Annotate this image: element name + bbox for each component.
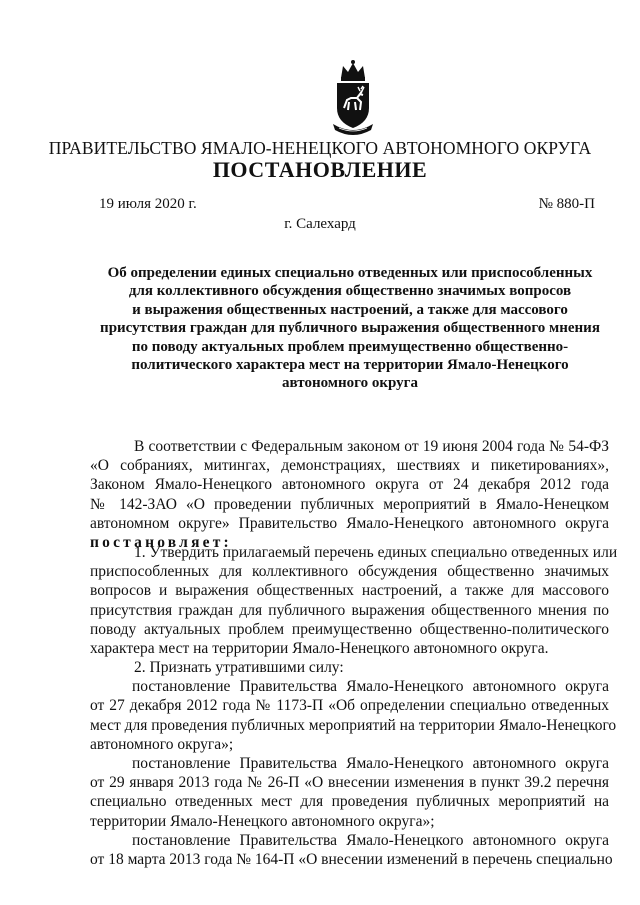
decree-word: постановляет: [90,533,232,551]
item-1-paragraph [90,543,618,658]
document-type: ПОСТАНОВЛЕНИЕ [212,157,428,182]
item-2-heading: 2. Признать утратившими силу: [134,659,344,676]
text-line: присутствия граждан для публичного выражения общественного мнения по [90,601,609,619]
document-city: г. Салехард [284,216,356,232]
title-line: присутствия граждан для публичного выражения общественного мнения [100,320,600,337]
document-date: 19 июля 2020 г. [99,196,197,212]
preamble-paragraph [90,437,609,552]
text-line: Законом Ямало-Ненецкого автономного округа от 24 декабря 2012 года [90,476,609,494]
text-line: автономном округе» Правительство Ямало-Ненецкого автономного округа [90,514,609,532]
coat-of-arms-icon [327,58,379,140]
text-line: от 29 января 2013 года № 26-П «О внесении изменения в пункт 39.2 перечня [90,774,609,792]
title-line: и выражения общественных настроений, а также для массового [132,301,568,318]
title-line: автономного округа [282,375,418,392]
document-number: № 880-П [538,196,595,212]
text-line: специально отведенных мест для проведения публичных мероприятий на [90,793,609,811]
text-line: поводу актуальных проблем преимущественно общественно-политического [90,620,609,638]
text-line: «О собраниях, митингах, демонстрациях, шествиях и пикетированиях», [90,457,609,475]
text-line: 1. Утвердить прилагаемый перечень единых специально отведенных или [134,544,618,561]
text-line: приспособленных для коллективного обсуждения общественно значимых [90,563,609,581]
text-line: от 18 марта 2013 года № 164-П «О внесении изменений в перечень специально [90,850,613,868]
government-name: ПРАВИТЕЛЬСТВО ЯМАЛО-НЕНЕЦКОГО АВТОНОМНОГО ОКРУГА [48,138,592,158]
document-title [90,264,610,393]
text-line: от 27 декабря 2012 года № 1173-П «Об определении специально отведенных [90,697,609,715]
text-line: мест для проведения публичных мероприятий на территории Ямало-Ненецкого [90,716,617,734]
text-line: № 142-ЗАО «О проведении публичных мероприятий в Ямало-Ненецком [90,495,609,513]
title-line: для коллективного обсуждения общественно значимых вопросов [128,283,572,300]
title-line: политического характера мест на территории Ямало-Ненецкого [131,357,569,374]
text-line: постановление Правительства Ямало-Ненецкого автономного округа [132,754,609,772]
text-line: постановление Правительства Ямало-Ненецкого автономного округа [132,831,609,849]
item-2-section [90,658,617,869]
title-line: по поводу актуальных проблем преимущественно общественно- [131,338,569,355]
text-line: характера мест на территории Ямало-Ненецкого автономного округа. [90,639,549,657]
text-line: территории Ямало-Ненецкого автономного округа»; [90,812,435,830]
text-line: постановление Правительства Ямало-Ненецкого автономного округа [132,678,609,696]
text-line: В соответствии с Федеральным законом от 19 июня 2004 года № 54-ФЗ [134,438,609,455]
text-line: вопросов и выражения общественных настроений, а также для массового [90,582,609,600]
text-line: автономного округа»; [90,735,234,753]
title-line: Об определении единых специально отведенных или приспособленных [107,265,593,281]
